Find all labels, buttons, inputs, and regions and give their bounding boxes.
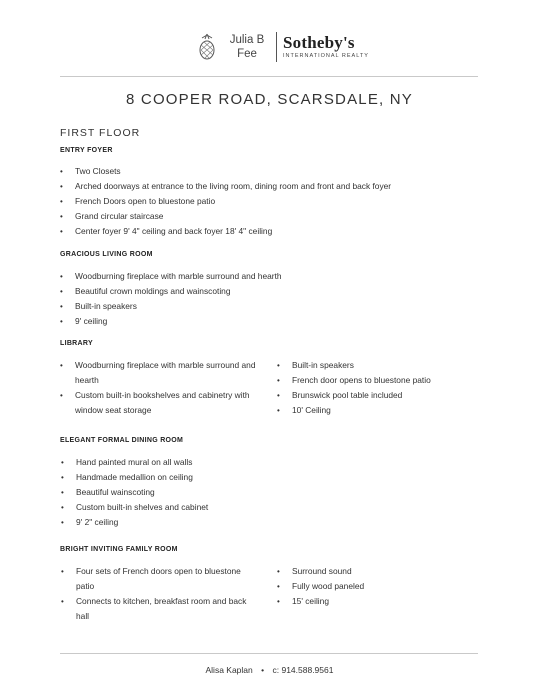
bottom-divider <box>60 653 478 654</box>
entry-foyer-list <box>60 164 480 239</box>
list-item: • Center foyer 9' 4" ceiling and back foyer 18' 4" ceiling <box>60 224 480 239</box>
list-item: • Surround sound <box>277 564 477 579</box>
section-heading-library: LIBRARY <box>60 340 93 347</box>
floor-heading: FIRST FLOOR <box>60 127 141 139</box>
list-item: • Arched doorways at entrance to the living room, dining room and front and back foyer <box>60 179 480 194</box>
property-address-title: 8 COOPER ROAD, SCARSDALE, NY <box>126 91 413 108</box>
list-item: • Four sets of French doors open to bluestone patio <box>61 564 261 594</box>
sothebys-wordmark <box>283 34 369 61</box>
section-heading-family-room: BRIGHT INVITING FAMILY ROOM <box>60 546 178 553</box>
pineapple-icon <box>198 33 216 61</box>
list-item: • 15' ceiling <box>277 594 477 609</box>
list-item: • Custom built-in shelves and cabinet <box>61 500 481 515</box>
list-item: • Woodburning fireplace with marble surround and hearth <box>60 269 480 284</box>
library-list-right <box>277 358 477 418</box>
brand-logo <box>198 31 369 63</box>
list-item: • Fully wood paneled <box>277 579 477 594</box>
list-item: • Built-in speakers <box>277 358 477 373</box>
list-item: • Brunswick pool table included <box>277 388 477 403</box>
list-item: • Custom built-in bookshelves and cabinetry with window seat storage <box>60 388 260 418</box>
julia-b-fee-wordmark <box>222 33 272 61</box>
list-item: • Grand circular staircase <box>60 209 480 224</box>
list-item: • Beautiful crown moldings and wainscoting <box>60 284 480 299</box>
family-room-list-right <box>277 564 477 609</box>
list-item: • French door opens to bluestone patio <box>277 373 477 388</box>
living-room-list <box>60 269 480 329</box>
list-item: • 10' Ceiling <box>277 403 477 418</box>
family-room-list-left <box>61 564 261 624</box>
list-item: • Woodburning fireplace with marble surround and hearth <box>60 358 260 388</box>
footer-separator: • <box>261 665 265 675</box>
list-item: • Two Closets <box>60 164 480 179</box>
top-divider <box>60 76 478 77</box>
list-item: • Built-in speakers <box>60 299 480 314</box>
agent-name: Alisa Kaplan <box>205 665 253 675</box>
list-item: • Hand painted mural on all walls <box>61 455 481 470</box>
footer-contact <box>0 665 539 675</box>
section-heading-entry-foyer: ENTRY FOYER <box>60 147 113 154</box>
brand-subtitle: INTERNATIONAL REALTY <box>283 52 369 59</box>
list-item: • 9' 2" ceiling <box>61 515 481 530</box>
agent-phone: c: 914.588.9561 <box>272 665 334 675</box>
library-list-left <box>60 358 260 418</box>
dining-room-list <box>61 455 481 530</box>
list-item: • 9' ceiling <box>60 314 480 329</box>
list-item: • Handmade medallion on ceiling <box>61 470 481 485</box>
list-item: • Beautiful wainscoting <box>61 485 481 500</box>
jbf-line2: Fee <box>237 48 257 60</box>
list-item: • Connects to kitchen, breakfast room and back hall <box>61 594 261 624</box>
logo-divider <box>276 32 277 62</box>
list-item: • French Doors open to bluestone patio <box>60 194 480 209</box>
jbf-line1: Julia B <box>229 34 265 46</box>
section-heading-living-room: GRACIOUS LIVING ROOM <box>60 251 153 258</box>
section-heading-dining-room: ELEGANT FORMAL DINING ROOM <box>60 437 184 444</box>
brand-name: Sotheby's <box>283 32 355 52</box>
